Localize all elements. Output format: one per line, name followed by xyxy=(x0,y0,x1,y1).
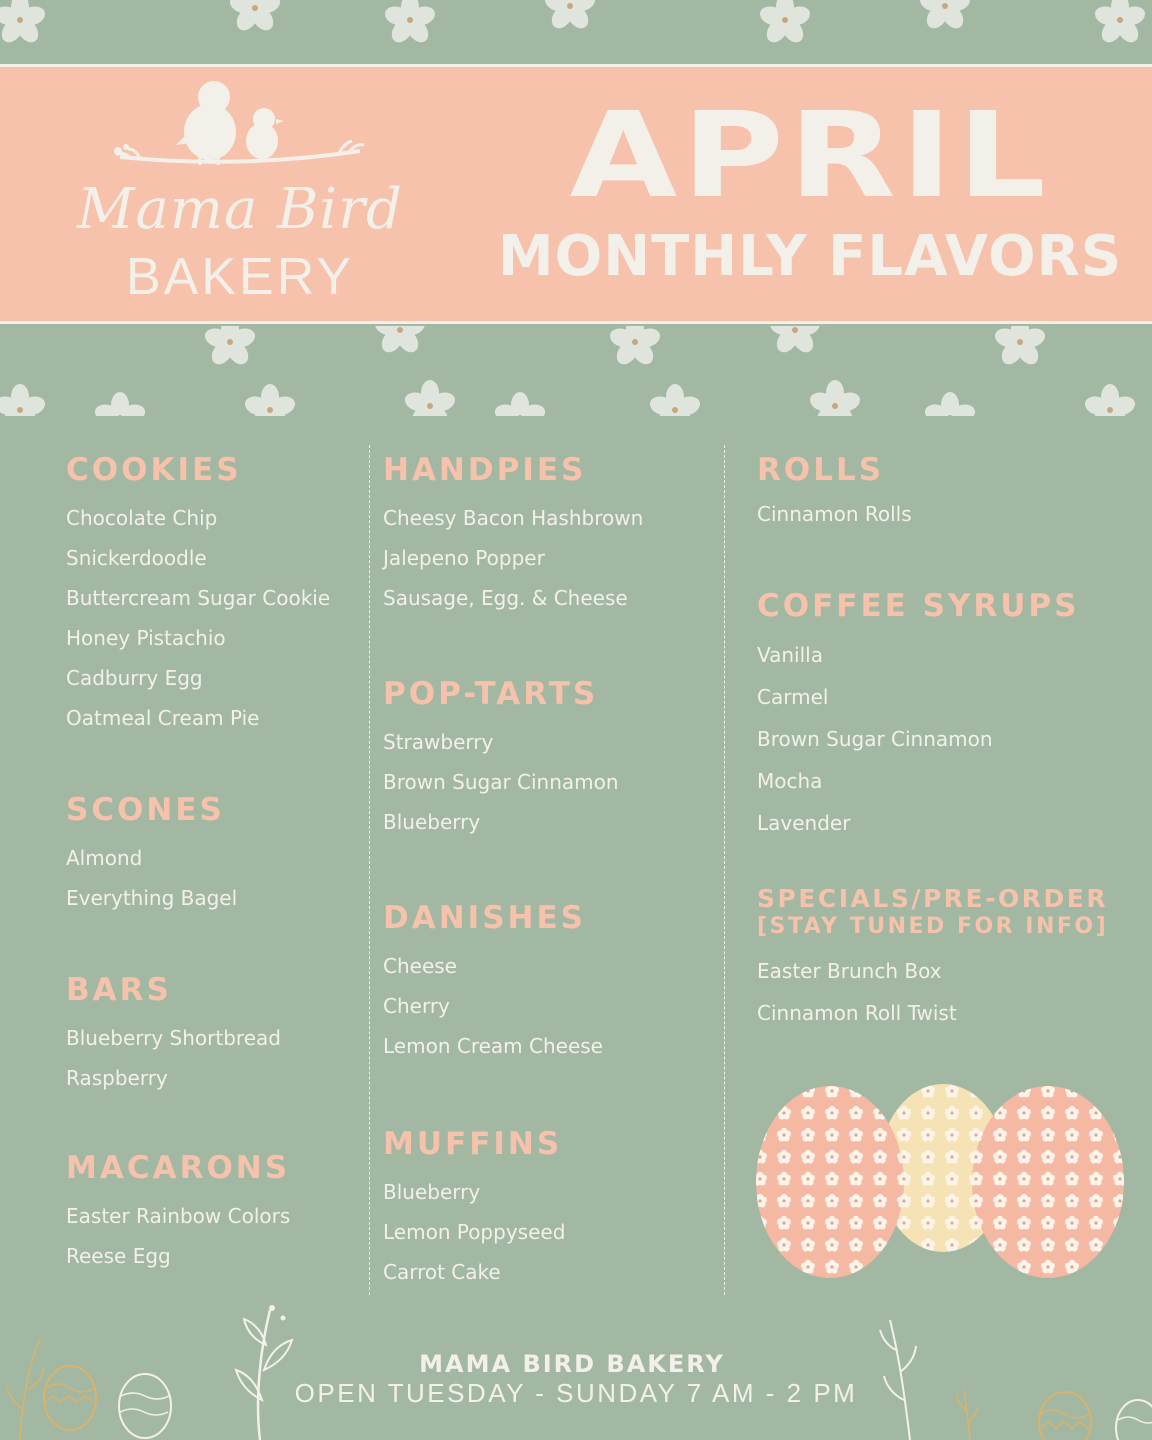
list-item: Easter Rainbow Colors xyxy=(66,1204,291,1228)
list-item: Chocolate Chip xyxy=(66,506,218,530)
list-item: Cherry xyxy=(383,994,450,1018)
section-heading: ROLLS xyxy=(757,452,885,488)
footer-hours: OPEN TUESDAY - SUNDAY 7 AM - 2 PM xyxy=(294,1378,858,1408)
month-title: APRIL xyxy=(569,86,1051,224)
section-heading: BARS xyxy=(66,972,172,1008)
list-item: Oatmeal Cream Pie xyxy=(66,706,260,730)
list-item: Easter Brunch Box xyxy=(757,959,942,983)
column-divider-left xyxy=(369,445,370,1295)
list-item: Lavender xyxy=(757,811,851,835)
bird-icon xyxy=(110,77,370,177)
list-item: Cinnamon Rolls xyxy=(757,502,912,526)
menu-column-2 xyxy=(383,448,713,1292)
list-item: Lemon Cream Cheese xyxy=(383,1034,603,1058)
monthly-flavors-title: MONTHLY FLAVORS xyxy=(497,224,1123,289)
section-macarons xyxy=(66,1146,366,1276)
list-item: Cheese xyxy=(383,954,457,978)
list-item: Blueberry xyxy=(383,1180,481,1204)
list-item: Snickerdoodle xyxy=(66,546,207,570)
list-item: Sausage, Egg. & Cheese xyxy=(383,586,628,610)
section-handpies xyxy=(383,448,713,672)
menu-column-3 xyxy=(757,448,1117,1034)
section-heading: HANDPIES xyxy=(383,452,587,488)
section-muffins xyxy=(383,1122,713,1292)
list-item: Brown Sugar Cinnamon xyxy=(383,770,619,794)
section-bars xyxy=(66,968,366,1146)
section-heading: DANISHES xyxy=(383,900,586,936)
list-item: Strawberry xyxy=(383,730,494,754)
flower-pattern-middle xyxy=(0,326,1152,416)
list-item: Cinnamon Roll Twist xyxy=(757,1001,957,1025)
menu-column-1 xyxy=(66,448,366,1276)
section-heading: SPECIALS/PRE-ORDER xyxy=(757,884,1109,913)
list-item: Buttercream Sugar Cookie xyxy=(66,586,331,610)
list-item: Blueberry Shortbread xyxy=(66,1026,281,1050)
section-heading: SCONES xyxy=(66,792,225,828)
section-scones xyxy=(66,788,366,968)
easter-egg-icon xyxy=(748,1058,1138,1288)
section-pop-tarts xyxy=(383,672,713,896)
list-item: Carrot Cake xyxy=(383,1260,501,1284)
column-divider-right xyxy=(724,445,725,1295)
list-item: Cadburry Egg xyxy=(66,666,203,690)
list-item: Honey Pistachio xyxy=(66,626,226,650)
section-rolls xyxy=(757,448,1117,584)
list-item: Lemon Poppyseed xyxy=(383,1220,566,1244)
flower-pattern-top xyxy=(0,0,1152,62)
list-item: Raspberry xyxy=(66,1066,168,1090)
section-heading: COFFEE SYRUPS xyxy=(757,588,1080,624)
list-item: Everything Bagel xyxy=(66,886,238,910)
list-item: Carmel xyxy=(757,685,829,709)
section-heading: POP-TARTS xyxy=(383,676,599,712)
section-danishes xyxy=(383,896,713,1122)
list-item: Reese Egg xyxy=(66,1244,171,1268)
section-subheading: [STAY TUNED FOR INFO] xyxy=(757,914,1109,939)
logo-bakery-text: BAKERY xyxy=(125,248,355,306)
section-heading: COOKIES xyxy=(66,452,242,488)
list-item: Mocha xyxy=(757,769,823,793)
list-item: Brown Sugar Cinnamon xyxy=(757,727,993,751)
bakery-logo xyxy=(40,77,440,317)
section-heading: MUFFINS xyxy=(383,1126,563,1162)
footer-bakery-name: MAMA BIRD BAKERY xyxy=(419,1350,725,1378)
section-cookies xyxy=(66,448,366,788)
list-item: Almond xyxy=(66,846,143,870)
header-banner xyxy=(0,64,1152,324)
section-specials xyxy=(757,884,1117,1034)
list-item: Blueberry xyxy=(383,810,481,834)
section-heading: MACARONS xyxy=(66,1150,291,1186)
list-item: Jalepeno Popper xyxy=(383,546,545,570)
list-item: Cheesy Bacon Hashbrown xyxy=(383,506,644,530)
list-item: Vanilla xyxy=(757,643,823,667)
logo-script-name: Mama Bird xyxy=(77,177,403,242)
section-coffee-syrups xyxy=(757,584,1117,884)
